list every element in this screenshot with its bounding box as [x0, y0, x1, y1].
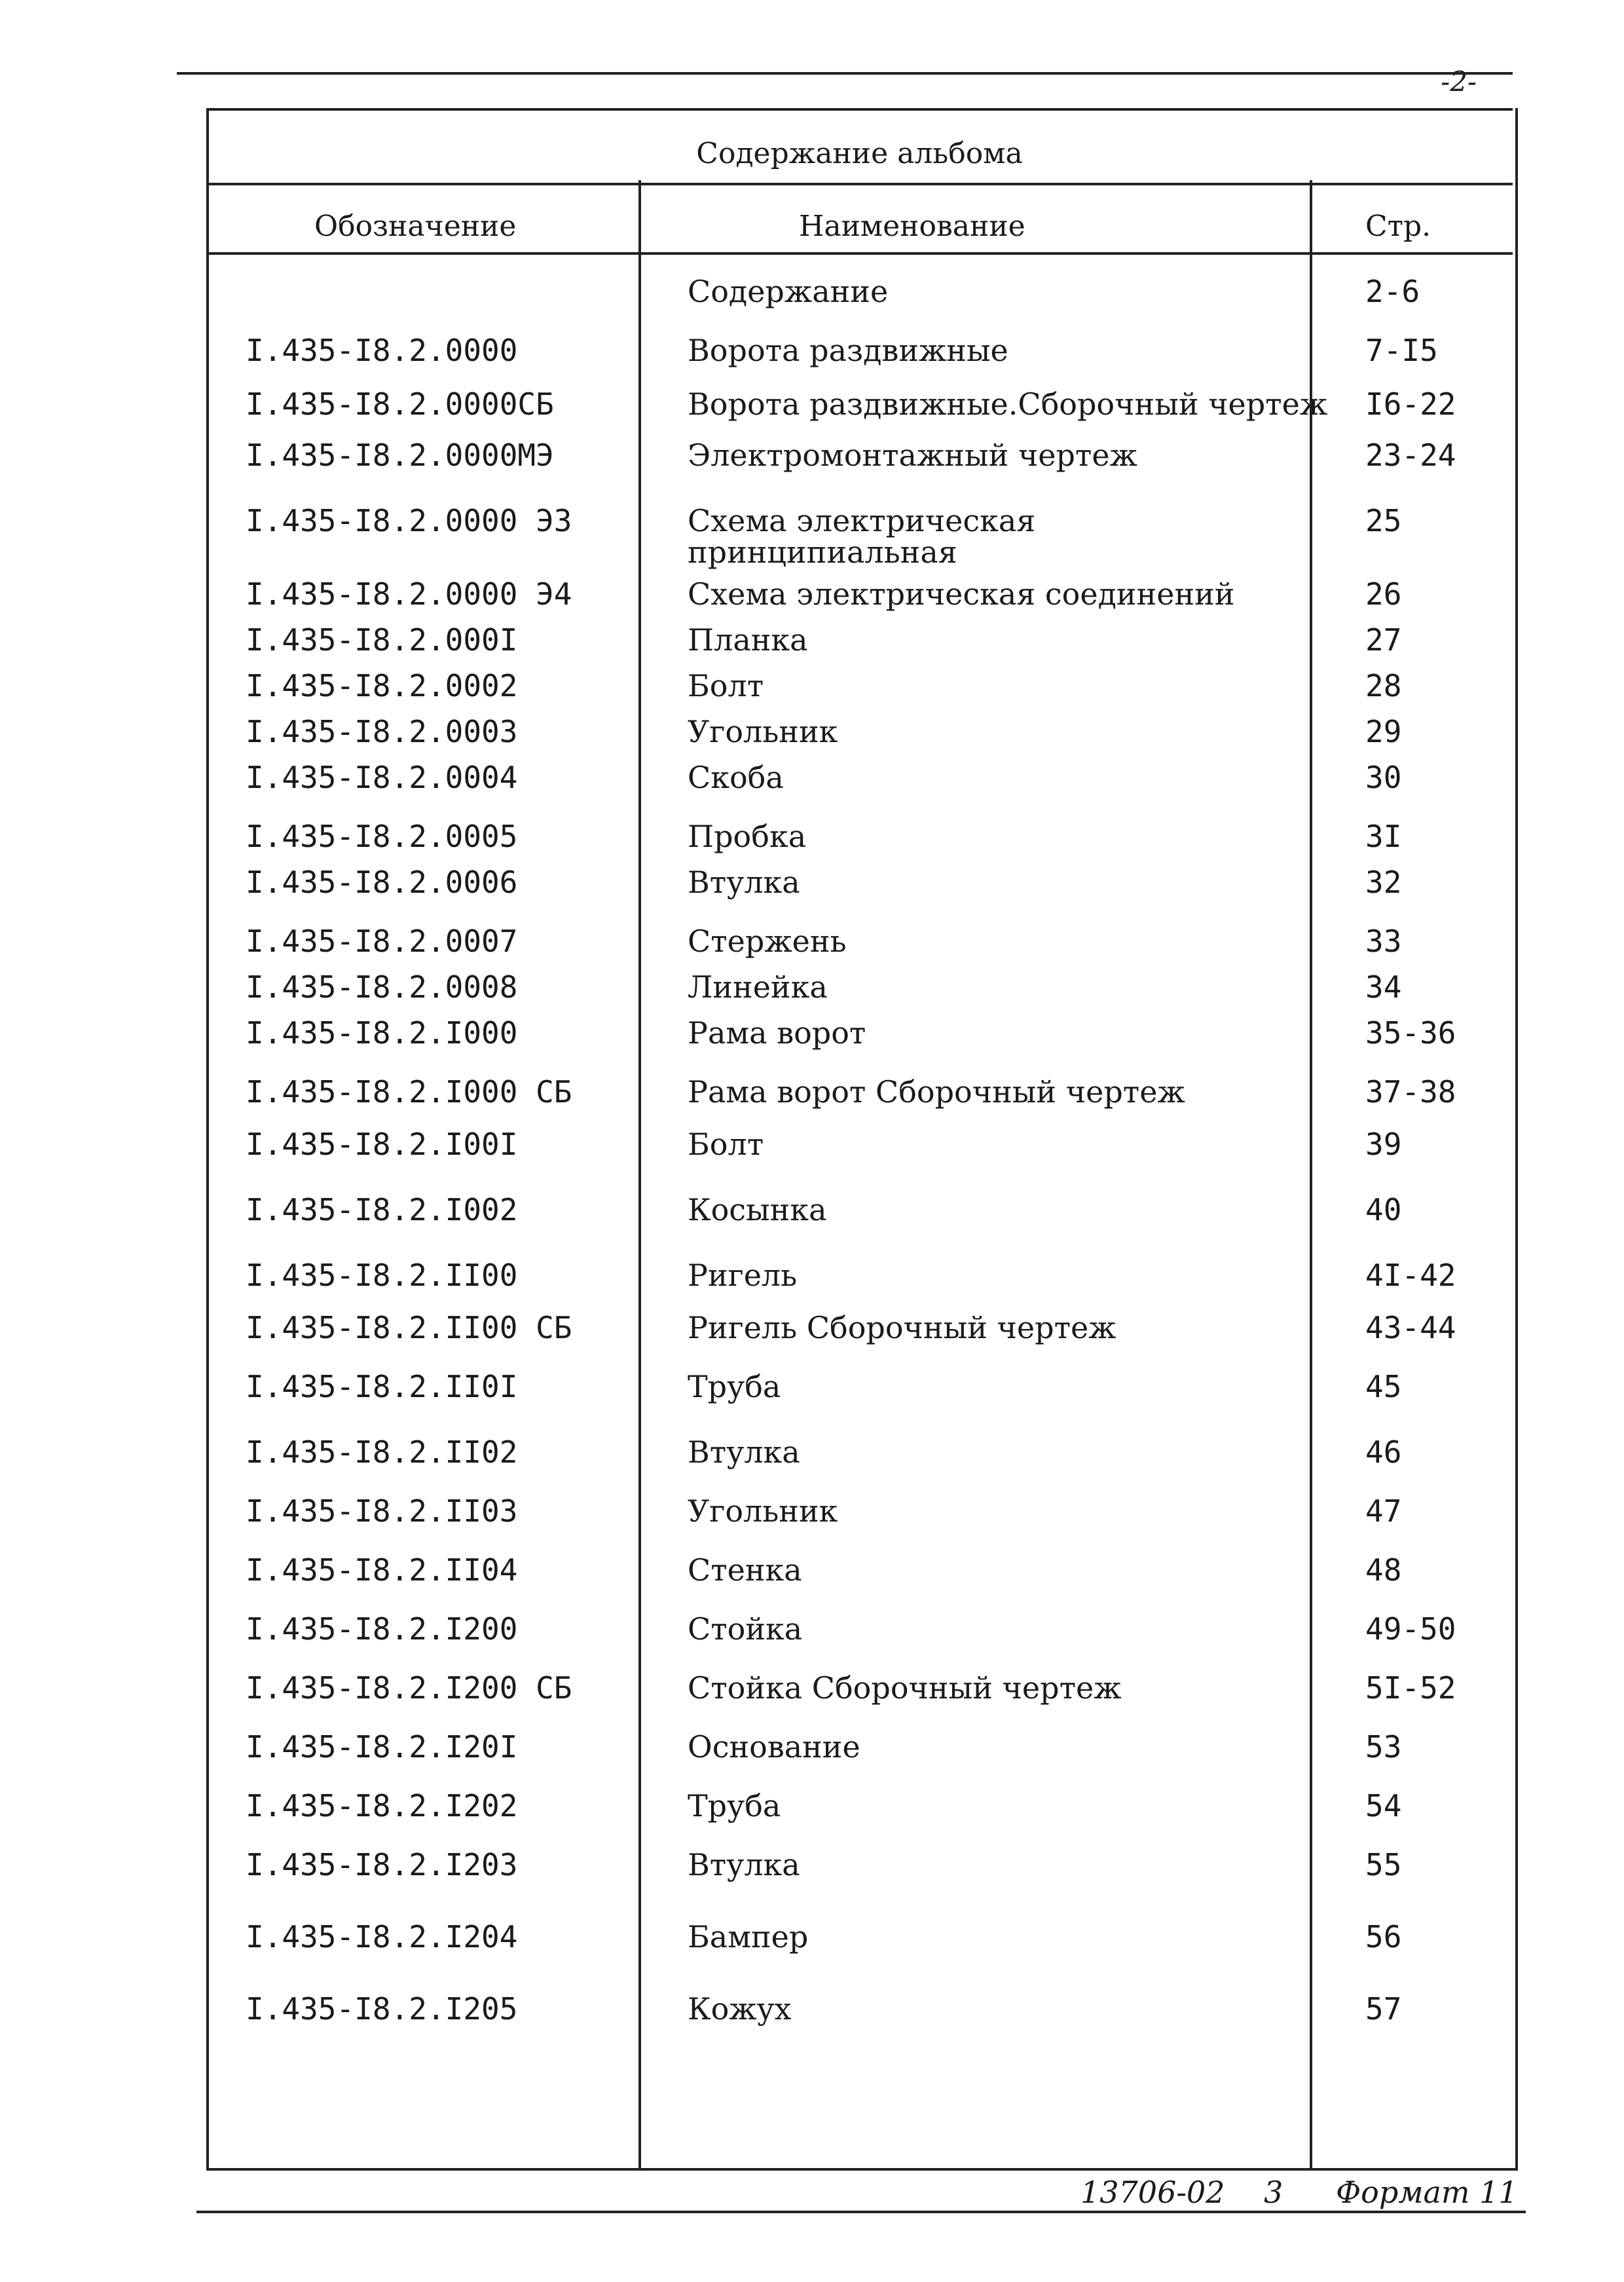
row-name-line: Электромонтажный чертеж — [688, 438, 1137, 473]
row-page: I6-22 — [1365, 386, 1456, 422]
bottom-rule — [196, 2211, 1526, 2213]
row-code: I.435-I8.2.0000 Э4 — [246, 576, 572, 612]
row-name-line: Болт — [688, 668, 764, 703]
row-code: I.435-I8.2.I203 — [246, 1847, 518, 1882]
row-code: I.435-I8.2.0000 — [246, 333, 518, 368]
row-page: 23-24 — [1365, 438, 1456, 473]
row-code: I.435-I8.2.II02 — [246, 1434, 518, 1470]
row-name-line: Стойка Сборочный чертеж — [688, 1670, 1122, 1706]
row-name-line: Схема электрическая соединений — [688, 576, 1235, 612]
row-name-line: Основание — [688, 1729, 860, 1765]
row-name — [688, 1493, 838, 1529]
row-code: I.435-I8.2.I000 СБ — [246, 1074, 572, 1110]
row-name — [688, 503, 1035, 570]
row-code: I.435-I8.2.0002 — [246, 668, 518, 703]
table-row — [0, 924, 1624, 963]
row-page: 3I — [1365, 819, 1402, 854]
row-code: I.435-I8.2.0000 Э3 — [246, 503, 572, 538]
row-page: 29 — [1365, 714, 1402, 749]
row-name-line: Стенка — [688, 1552, 802, 1588]
row-name — [688, 1369, 781, 1404]
row-name-line: Бампер — [688, 1919, 809, 1955]
row-page: 30 — [1365, 760, 1402, 795]
row-code: I.435-I8.2.II03 — [246, 1493, 518, 1529]
row-page: 35-36 — [1365, 1015, 1456, 1051]
row-name — [688, 714, 838, 749]
row-name-line: Стойка — [688, 1611, 803, 1647]
row-name — [688, 622, 808, 658]
table-row — [0, 1670, 1624, 1710]
row-name — [688, 1192, 827, 1227]
row-code: I.435-I8.2.I000 — [246, 1015, 518, 1051]
table-row — [0, 1788, 1624, 1827]
row-code: I.435-I8.2.0004 — [246, 760, 518, 795]
row-name — [688, 819, 806, 854]
row-page: 39 — [1365, 1127, 1402, 1162]
row-name-line: Ворота раздвижные.Сборочный чертеж — [688, 386, 1328, 422]
row-name-line: Косынка — [688, 1192, 827, 1227]
table-row — [0, 714, 1624, 753]
row-name — [688, 1729, 860, 1765]
table-row — [0, 274, 1624, 313]
row-name-line: Труба — [688, 1369, 781, 1404]
row-name-line: Планка — [688, 622, 808, 658]
table-row — [0, 865, 1624, 904]
table-row — [0, 1552, 1624, 1592]
row-name-line: Пробка — [688, 819, 807, 854]
row-page: 45 — [1365, 1369, 1402, 1404]
row-name — [688, 1847, 800, 1882]
row-name-line: Рама ворот — [688, 1015, 866, 1051]
row-code: I.435-I8.2.I204 — [246, 1919, 518, 1955]
row-page: 25 — [1365, 503, 1402, 538]
row-name — [688, 386, 1327, 422]
table-row — [0, 1847, 1624, 1886]
row-name-line: Рама ворот Сборочный чертеж — [688, 1074, 1185, 1110]
row-name — [688, 333, 1008, 368]
table-row — [0, 1015, 1624, 1055]
row-name — [688, 760, 784, 795]
table-row — [0, 622, 1624, 662]
top-rule — [177, 72, 1513, 75]
row-code: I.435-I8.2.000I — [246, 622, 518, 658]
row-name — [688, 1258, 797, 1293]
row-name-line: Скоба — [688, 760, 784, 795]
row-code: I.435-I8.2.I202 — [246, 1788, 518, 1824]
table-row — [0, 333, 1624, 372]
row-page: 28 — [1365, 668, 1402, 703]
row-page: 48 — [1365, 1552, 1402, 1588]
row-name — [688, 576, 1234, 612]
row-page: 33 — [1365, 924, 1402, 959]
row-code: I.435-I8.2.0005 — [246, 819, 518, 854]
row-name — [688, 1127, 764, 1162]
table-row — [0, 1919, 1624, 1958]
row-name-line: Болт — [688, 1127, 764, 1162]
table-row — [0, 503, 1624, 570]
header-page: Стр. — [1365, 210, 1431, 243]
stamp-sheet: 3 — [1264, 2175, 1283, 2210]
row-page: 43-44 — [1365, 1310, 1456, 1345]
row-name-line: Ворота раздвижные — [688, 333, 1008, 368]
row-name-line: Ригель Сборочный чертеж — [688, 1310, 1116, 1345]
row-name-line: Линейка — [688, 969, 828, 1005]
row-page: 2-6 — [1365, 274, 1420, 309]
header-underline — [206, 252, 1513, 255]
row-page: 56 — [1365, 1919, 1402, 1955]
table-row — [0, 1729, 1624, 1768]
row-page: 34 — [1365, 969, 1402, 1005]
row-code: I.435-I8.2.0000МЭ — [246, 438, 554, 473]
row-name — [688, 1552, 802, 1588]
page-number: -2- — [1441, 65, 1477, 98]
row-name — [688, 1310, 1116, 1345]
row-page: 55 — [1365, 1847, 1402, 1882]
row-name-line: Втулка — [688, 1434, 800, 1470]
row-name-line: Стержень — [688, 924, 847, 959]
table-row — [0, 1074, 1624, 1113]
row-name-line: Ригель — [688, 1258, 798, 1293]
row-code: I.435-I8.2.0007 — [246, 924, 518, 959]
row-name-line: Втулка — [688, 865, 800, 900]
album-title-band — [206, 108, 1513, 185]
row-name-line: Угольник — [688, 1493, 838, 1529]
table-row — [0, 1258, 1624, 1297]
table-row — [0, 1310, 1624, 1349]
row-name — [688, 1015, 866, 1051]
row-code: I.435-I8.2.II0I — [246, 1369, 518, 1404]
row-page: 32 — [1365, 865, 1402, 900]
table-row — [0, 1127, 1624, 1166]
stamp-inventory: 13706-02 — [1080, 2175, 1225, 2210]
stamp-format: Формат 11 — [1336, 2175, 1518, 2210]
row-code: I.435-I8.2.II00 СБ — [246, 1310, 572, 1345]
row-code: I.435-I8.2.II04 — [246, 1552, 518, 1588]
row-page: 57 — [1365, 1991, 1402, 2027]
row-name-line: Труба — [688, 1788, 781, 1824]
row-page: 5I-52 — [1365, 1670, 1456, 1706]
row-page: 4I-42 — [1365, 1258, 1456, 1293]
row-name — [688, 865, 800, 900]
table-row — [0, 760, 1624, 799]
row-name — [688, 668, 764, 703]
table-row — [0, 576, 1624, 616]
row-page: 47 — [1365, 1493, 1402, 1529]
row-name — [688, 438, 1137, 473]
row-code: I.435-I8.2.0003 — [246, 714, 518, 749]
row-name — [688, 1074, 1185, 1110]
header-code: Обозначение — [314, 210, 517, 243]
table-row — [0, 1192, 1624, 1231]
row-code: I.435-I8.2.I200 СБ — [246, 1670, 572, 1706]
row-name-line: Втулка — [688, 1847, 800, 1882]
row-code: I.435-I8.2.I002 — [246, 1192, 518, 1227]
table-row — [0, 1991, 1624, 2030]
row-name — [688, 274, 888, 309]
row-code: I.435-I8.2.I200 — [246, 1611, 518, 1647]
table-row — [0, 1611, 1624, 1651]
row-name-line: Угольник — [688, 714, 838, 749]
row-name — [688, 1611, 802, 1647]
row-name-line-2: принципиальная — [688, 534, 957, 570]
table-row — [0, 438, 1624, 477]
row-name-line: Содержание — [688, 274, 889, 309]
table-row — [0, 819, 1624, 858]
row-page: 46 — [1365, 1434, 1402, 1470]
row-code: I.435-I8.2.I20I — [246, 1729, 518, 1765]
row-name — [688, 1919, 808, 1955]
header-name: Наименование — [799, 210, 1025, 243]
table-row — [0, 386, 1624, 426]
row-code: I.435-I8.2.0006 — [246, 865, 518, 900]
table-row — [0, 969, 1624, 1009]
row-name-line: Кожух — [688, 1991, 792, 2027]
album-title: Содержание альбома — [696, 137, 1023, 170]
row-page: 54 — [1365, 1788, 1402, 1824]
row-page: 40 — [1365, 1192, 1402, 1227]
row-code: I.435-I8.2.II00 — [246, 1258, 518, 1293]
row-page: 37-38 — [1365, 1074, 1456, 1110]
table-row — [0, 1434, 1624, 1474]
row-code: I.435-I8.2.0000СБ — [246, 386, 554, 422]
row-name — [688, 924, 847, 959]
row-page: 27 — [1365, 622, 1402, 658]
row-name-line: Схема электрическая — [688, 503, 1036, 538]
row-name — [688, 1670, 1122, 1706]
row-code: I.435-I8.2.I205 — [246, 1991, 518, 2027]
row-code: I.435-I8.2.0008 — [246, 969, 518, 1005]
table-row — [0, 1369, 1624, 1408]
row-page: 53 — [1365, 1729, 1402, 1765]
row-name — [688, 1434, 800, 1470]
row-page: 26 — [1365, 576, 1402, 612]
table-row — [0, 1493, 1624, 1533]
row-name — [688, 969, 828, 1005]
table-row — [0, 668, 1624, 707]
row-name — [688, 1788, 781, 1824]
row-page: 7-I5 — [1365, 333, 1438, 368]
row-name — [688, 1991, 792, 2027]
row-page: 49-50 — [1365, 1611, 1456, 1647]
row-code: I.435-I8.2.I00I — [246, 1127, 518, 1162]
